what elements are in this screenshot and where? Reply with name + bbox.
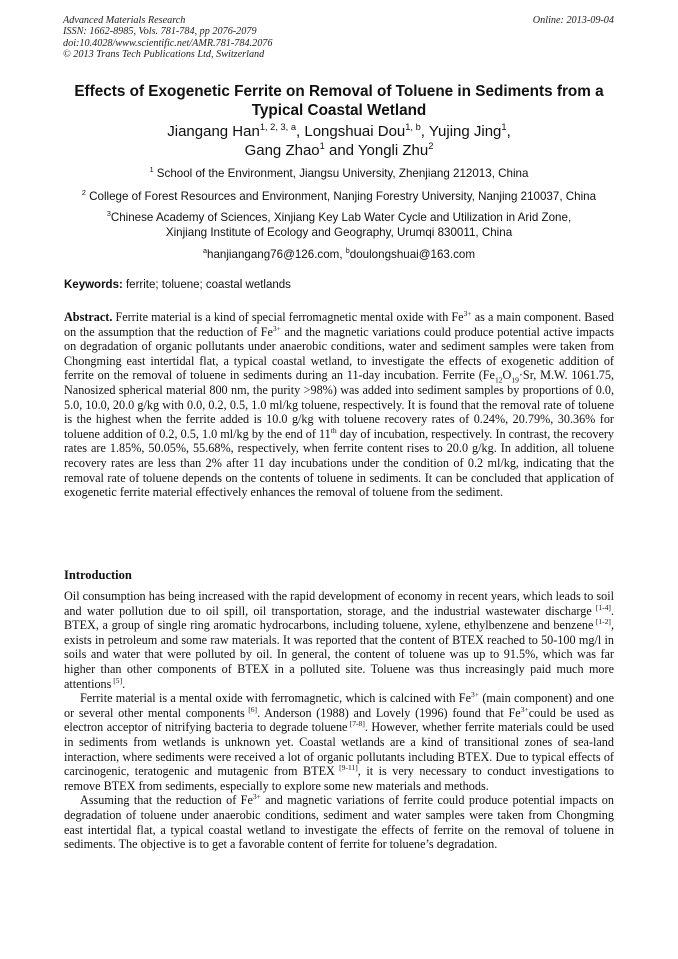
author-affiliation-mark: 1, b <box>405 122 421 132</box>
affiliation-3-line-1 <box>52 210 626 225</box>
subscript: 19 <box>511 375 519 385</box>
author-affiliation-mark: 2 <box>428 141 434 151</box>
citation: [1-2] <box>593 617 611 627</box>
keywords <box>64 279 291 291</box>
email-address: doulongshuai@163.com <box>349 248 475 261</box>
copyright-line: © 2013 Trans Tech Publications Ltd, Switzerland <box>63 49 265 61</box>
intro-text: Oil consumption has being increased with the rapid development of economy in recent years, which leads to soil and water pollution due to oil spill, oil transportation, storage, and the industrial wastewater discharge <box>64 589 614 618</box>
abstract-text: day of incubation, respectively. In contrast, the recovery rates are 1.85%, 50.05%, 55.68%, respectively, when ferrite content rises to 20.0 g/kg. In addition, all toluene recovery rates are less than 2% after 11 day incubations under the condition of 0.2 ml/kg, indicating that the removal rate of toluene depends on the contents of toluene in sediments. It can be concluded that application of exogenetic ferrite material effectively enhances the removal of toluene from the sediment. <box>64 426 615 500</box>
online-date: Online: 2013-09-04 <box>532 15 614 26</box>
abstract-paragraph <box>64 310 614 500</box>
author-line-2 <box>60 141 618 160</box>
citation: [6] <box>244 704 258 714</box>
author-name: Jiangang Han <box>167 123 260 140</box>
doi-line: doi:10.4028/www.scientific.net/AMR.781-784.2076 <box>63 37 273 49</box>
author-list <box>60 122 618 160</box>
affiliation-text: School of the Environment, Jiangsu University, Zhenjiang 212013, China <box>153 167 529 180</box>
superscript: th <box>330 425 337 435</box>
intro-text: Ferrite material is a mental oxide with ferromagnetic, which is calcined with Fe <box>80 691 471 706</box>
title-line-2: Typical Coastal Wetland <box>251 102 427 119</box>
author-affiliation-mark: 1, 2, 3, a <box>259 122 297 132</box>
keywords-text: ferrite; toluene; coastal wetlands <box>122 279 291 291</box>
intro-paragraph-3 <box>64 793 614 851</box>
abstract-text: ·Sr, M.W. 1061.75, Nanosized spherical material 800 nm, the purity >98%) was added into sediment samples by proportions of 0.0, 5.0, 10.0, 20.0 g/kg with 0.0, 0.2, 0.5, 1.0 ml/kg toluene, respectively. It is found that the removal rate of toluene is the highest when the ferrite added is 10.0 g/kg with toluene recovery rates of 0.24%, 20.79%, 30.36% for toluene addition of 0.2, 0.5, 1.0 ml/kg by the end of 11 <box>64 368 614 441</box>
author-separator: , <box>506 123 511 140</box>
intro-text: . BTEX, a group of single ring aromatic hydrocarbons, including toluene, xylene, ethylbenzene and benzene <box>64 603 614 633</box>
affiliation-text: College of Forest Resources and Environment, Nanjing Forestry University, Nanjing 210037, China <box>85 190 597 203</box>
email-line <box>52 247 626 262</box>
author-affiliation-mark: 1 <box>319 141 325 151</box>
paper-title <box>60 82 618 120</box>
issn-line: ISSN: 1662-8985, Vols. 781-784, pp 2076-2079 <box>63 26 257 38</box>
affiliation-1 <box>52 166 626 181</box>
author-affiliation-mark: 1 <box>501 122 507 132</box>
section-heading-introduction: Introduction <box>64 568 132 582</box>
affiliation-mark: 1 <box>149 165 154 175</box>
abstract-text: and the magnetic variations could produce potential active impacts on degradation of organic pollutants under anaerobic conditions, water and sediment samples were taken from Chongming east intertidal flat, a typical coastal wetland, to investigate the effects of exogenetic addition of ferrite on the removal of toluene in sediments during an 11-day incubation. Ferrite (Fe <box>64 324 614 383</box>
intro-text: , exists in petroleum and some raw materials. It was reported that the content of BTEX reached to 50-100 mg/l in soils and water that were polluted by oil. In general, the content of toluene was up to 91.5%, which was far higher than other components of BTEX in a polluted site. Toluene was thus increasingly paid much more attentions <box>64 618 614 691</box>
email-mark: b <box>345 246 350 256</box>
author-line-1 <box>60 122 618 141</box>
title-line-1: Effects of Exogenetic Ferrite on Removal of Toluene in Sediments from a <box>74 83 604 100</box>
email-address: hanjiangang76@126.com, <box>207 248 346 261</box>
affiliation-text: Chinese Academy of Sciences, Xinjiang Key Lab Water Cycle and Utilization in Arid Zone, <box>110 211 572 224</box>
intro-text: . Anderson (1988) and Lovely (1996) found that Fe <box>257 705 521 720</box>
abstract <box>64 310 614 500</box>
abstract-text: O <box>502 368 512 383</box>
journal-name: Advanced Materials Research <box>63 15 186 26</box>
intro-paragraph-1 <box>64 589 614 691</box>
intro-text: . However, whether ferrite materials could be used in sediments from wetlands is unknown yet. Coastal wetlands are a kind of transitional zones of sea-land interaction, where sediments were received a lot of organic pollutants including BTEX. Due to typical effects of carcinogenic, teratogenic and mutagenic from BTEX <box>64 720 614 779</box>
citation: [9-11] <box>334 763 358 773</box>
intro-text: Assuming that the reduction of Fe <box>80 793 253 808</box>
abstract-label: Abstract. <box>64 310 113 324</box>
author-name: and Yongli Zhu <box>324 142 429 159</box>
superscript: 3+ <box>463 308 472 318</box>
intro-text: . <box>122 676 126 691</box>
affiliation-mark: 3 <box>106 209 111 219</box>
superscript: 3+ <box>252 792 261 802</box>
intro-paragraph-2 <box>64 691 614 793</box>
superscript: 3+ <box>520 704 529 714</box>
abstract-text: as a main component. Based on the assumption that the reduction of Fe <box>64 310 614 339</box>
journal-metadata <box>63 15 272 61</box>
intro-text: and magnetic variations of ferrite could produce potential impacts on degradation of toluene under anaerobic conditions, sediment and water samples were taken from Chongming east intertidal flat, a typical coastal wetland to investigate the effects of ferrite on the removal of toluene in sediments. The objective is to get a favorable content of ferrite for toluene’s degradation. <box>64 793 614 852</box>
superscript: 3+ <box>272 323 281 333</box>
affiliation-3 <box>52 210 626 240</box>
abstract-text: Ferrite material is a kind of special ferromagnetic mental oxide with Fe <box>112 310 464 324</box>
author-name: Gang Zhao <box>244 142 320 159</box>
intro-text: could be used as electron acceptor of nitrifying bacteria to degrade toluene <box>64 705 615 735</box>
keywords-label: Keywords: <box>64 279 123 291</box>
author-name: , Yujing Jing <box>420 123 502 140</box>
superscript: 3+ <box>471 690 480 700</box>
introduction-body <box>64 589 614 852</box>
affiliation-3-line-2: Xinjiang Institute of Ecology and Geography, Urumqi 830011, China <box>165 226 513 239</box>
affiliation-mark: 2 <box>81 188 86 198</box>
citation: [5] <box>111 675 123 685</box>
intro-text: (main component) and one or several other mental components <box>64 691 614 720</box>
citation: [7-8] <box>347 719 365 729</box>
intro-text: , it is very necessary to conduct investigations to remove BTEX from sediments, especially to explore some new materials and methods. <box>64 764 615 793</box>
subscript: 12 <box>494 375 503 385</box>
affiliation-2 <box>52 189 626 204</box>
author-name: , Longshuai Dou <box>296 123 406 140</box>
email-mark: a <box>203 246 207 256</box>
citation: [1-4] <box>591 602 611 612</box>
